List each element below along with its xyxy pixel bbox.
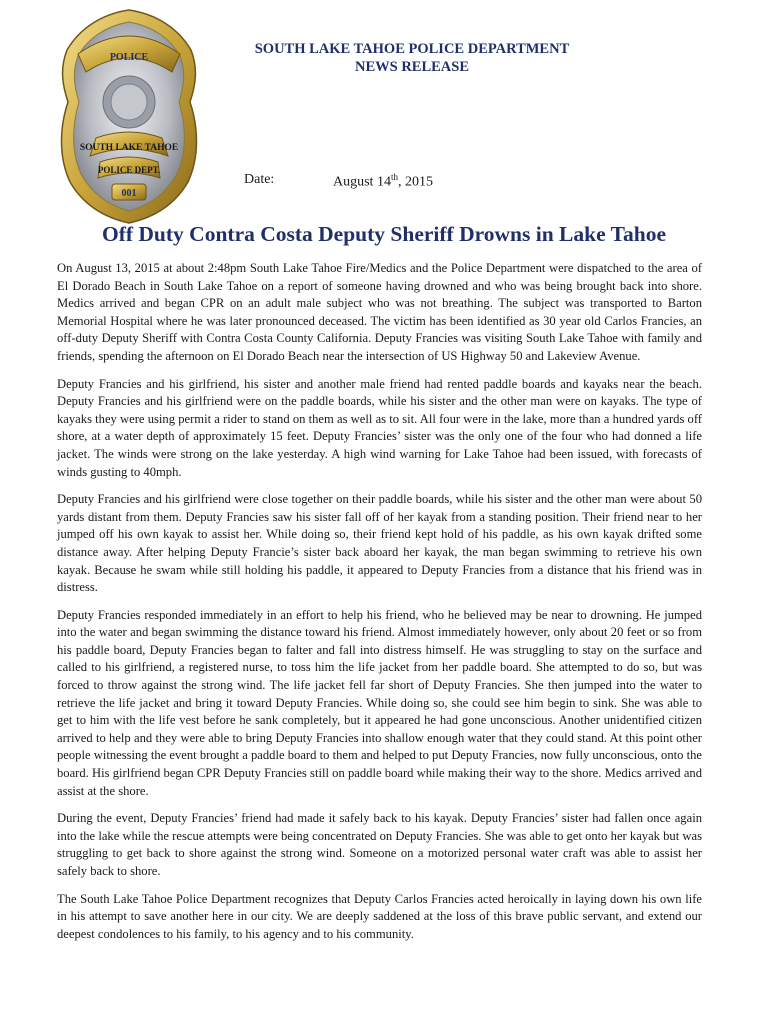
date-value: August 14th, 2015 bbox=[333, 172, 433, 190]
paragraph-6: The South Lake Tahoe Police Department recognizes that Deputy Carlos Francies acted heroically in laying down his own life in his attempt to save another here in our city. We are deeply saddened at the loss of this brave public servant, and extend our deepest condolences to his family, to his agency and to his community. bbox=[57, 891, 702, 941]
badge-number: 001 bbox=[121, 188, 137, 199]
paragraph-5: During the event, Deputy Francies’ friend had made it safely back to his kayak. Deputy Francies’ sister had fallen once again into the lake while the rescue attempts were being concentrated on Deputy Francies. She was able to get onto her kayak but was struggling to get back to shore against the strong wind. Someone on a motorized personal water craft was able to assist her safely back to shore. bbox=[57, 811, 702, 878]
paragraph-4: Deputy Francies responded immediately in an effort to help his friend, who he believed may be near to drowning. He jumped into the water and began swimming the distance toward his friend. Almost immediately however, only about 20 feet or so from his paddle board, Deputy Francies began to falter and fall into distress himself. He was struggling to stay on the surface and called to his girlfriend, a registered nurse, to toss him the life jacket from her paddle board. She attempted to do so, but was forced to throw against the strong wind. The life jacket fell far short of Deputy Francies. She then jumped into the water to retrieve the life jacket and bring it toward Deputy Francies. While doing so, she could see him begin to sink. She was able to get to him with the life vest before he sank completely, but it appeared he had gone unconscious. Another unidentified citizen arrived to help and they were able to bring Deputy Francies into shallow enough water that they could stand. At this point other people witnessing the event brought a paddle board to them and helped to put Deputy Francies, now fully unconscious, onto the board. His girlfriend began CPR Deputy Francies still on paddle board while making their way to the shore. Medics arrived and assist at the shore. bbox=[57, 607, 702, 798]
date-label: Date: bbox=[244, 172, 275, 187]
police-badge-logo bbox=[56, 6, 202, 226]
badge-top-text: POLICE bbox=[109, 52, 149, 63]
release-title: Off Duty Contra Costa Deputy Sheriff Drowns in Lake Tahoe bbox=[101, 222, 667, 246]
paragraph-3: Deputy Francies and his girlfriend were close together on their paddle boards, while his sister and the other man were about 50 yards distant from them. Deputy Francies saw his sister fall off of her kayak from a standing position. Their friend near to her jumped off his own kayak to assist her. While doing so, their friend kept hold of his paddle, as his own kayak drifted some distance away. After helping Deputy Francie’s sister back aboard her kayak, the man began swimming to retrieve his own kayak. Because he swam while still holding his paddle, it appeared to Deputy Francies from a distance that his friend was in distress. bbox=[57, 492, 702, 595]
paragraph-1: On August 13, 2015 at about 2:48pm South Lake Tahoe Fire/Medics and the Police Department were dispatched to the area of El Dorado Beach in South Lake Tahoe on a report of someone having drowned and who was being brought back into shore. Medics arrived and began CPR on an adult male subject who was not breathing. The subject was transported to Barton Memorial Hospital where he was later pronounced deceased. The victim has been identified as 30 year old Carlos Francies, an off-duty Deputy Sheriff with Contra Costa County California. Deputy Francies was visiting South Lake Tahoe with family and friends, spending the afternoon on El Dorado Beach near the intersection of US Highway 50 and Lakeview Avenue. bbox=[57, 261, 702, 363]
badge-ribbon-line1: SOUTH LAKE TAHOE bbox=[79, 143, 179, 153]
news-release-label: NEWS RELEASE bbox=[354, 59, 470, 75]
department-header bbox=[232, 40, 592, 76]
release-body bbox=[57, 260, 702, 953]
badge-ribbon-line2: POLICE DEPT. bbox=[97, 165, 161, 175]
paragraph-2: Deputy Francies and his girlfriend, his sister and another male friend had rented paddle boards and kayaks near the beach. Deputy Francies and his girlfriend were on the paddle boards, while his sister and the other man were on kayaks. The type of kayaks they were using permit a rider to stand on them as well as to sit. All four were in the lake, more than a hundred yards off shore, at a water depth of approximately 15 feet. Deputy Francies’ sister was the only one of the four who had donned a life jacket. The winds were strong on the lake yesterday. A high wind warning for Lake Tahoe had been issued, with forecasts of winds gusting to 40mph. bbox=[57, 376, 702, 479]
department-name: SOUTH LAKE TAHOE POLICE DEPARTMENT bbox=[254, 41, 570, 57]
